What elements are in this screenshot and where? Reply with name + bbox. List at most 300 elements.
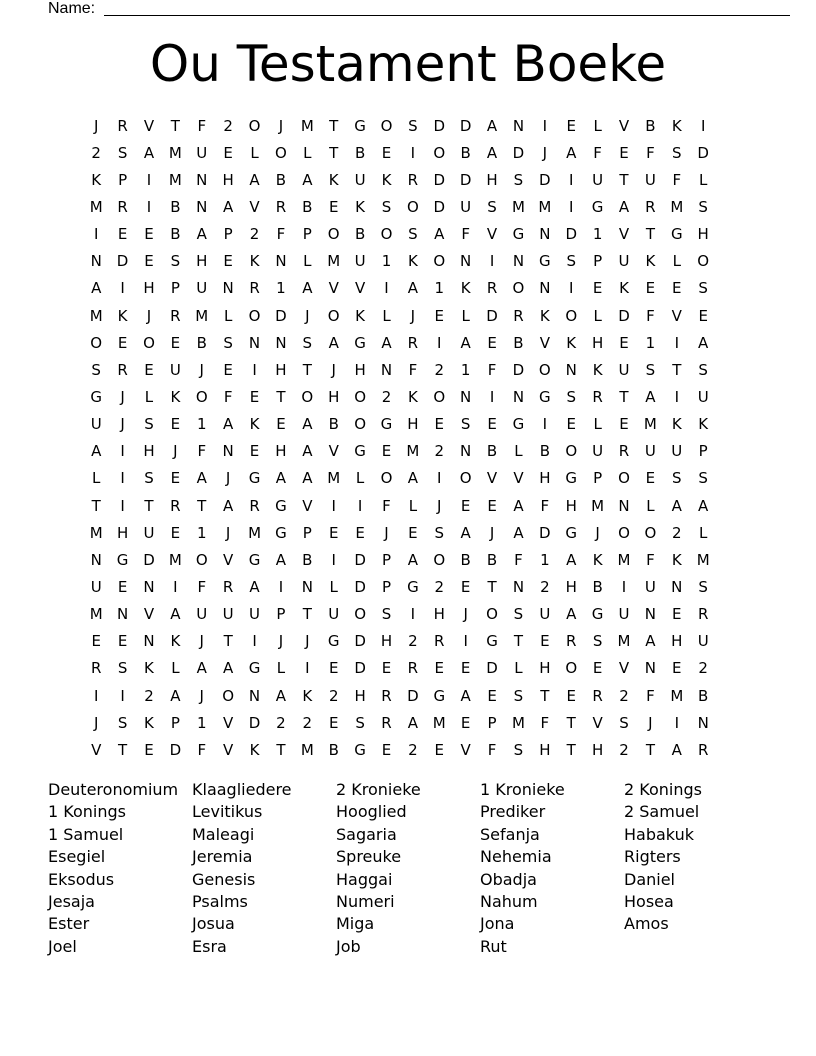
grid-letter: T [276,740,286,759]
grid-letter: E [249,442,260,461]
grid-letter: L [699,170,708,189]
grid-letter: K [592,550,603,569]
grid-letter: H [116,523,129,542]
grid-letter: B [460,143,471,162]
grid-letter: H [275,442,287,461]
word-list-item: Obadja [480,869,537,889]
grid-letter: B [302,550,313,569]
grid-letter: 1 [540,550,550,569]
grid-letter: A [91,442,102,461]
grid-letter: E [487,496,497,515]
grid-row [83,248,716,275]
grid-letter: O [248,306,261,325]
grid-letter: J [542,143,548,162]
grid-letter: M [670,197,684,216]
grid-row [83,302,716,329]
grid-letter: U [697,632,709,651]
grid-letter: R [117,360,128,379]
grid-letter: O [380,469,393,488]
grid-row [83,736,716,763]
grid-letter: A [302,415,313,434]
grid-letter: L [593,116,602,135]
grid-letter: E [566,116,576,135]
grid-row [83,383,716,410]
grid-letter: E [460,713,471,732]
grid-letter: O [565,659,578,678]
grid-letter: I [700,116,706,135]
grid-letter: N [248,333,261,352]
grid-letter: L [303,252,312,271]
grid-letter: S [144,469,154,488]
grid-letter: O [380,116,393,135]
grid-letter: B [302,197,313,216]
word-list-item: Psalms [192,892,248,912]
grid-letter: 2 [434,442,445,461]
grid-letter: G [354,333,366,352]
grid-letter: F [223,387,233,406]
grid-letter: R [697,605,709,624]
grid-letter: E [487,415,497,434]
grid-letter: M [617,550,631,569]
grid-letter: V [460,740,471,759]
grid-letter: U [644,442,656,461]
grid-letter: E [619,333,629,352]
grid-letter: S [117,713,128,732]
grid-letter: O [195,387,208,406]
grid-letter: M [248,523,262,542]
grid-letter: L [593,306,602,325]
grid-letter: U [671,442,683,461]
grid-letter: N [512,116,525,135]
grid-letter: J [278,116,284,135]
grid-letter: H [539,469,551,488]
grid-letter: 2 [619,740,629,759]
grid-letter: K [170,387,181,406]
grid-letter: A [143,143,155,162]
grid-letter: R [407,659,419,678]
word-list-item: 1 Samuel [48,824,124,844]
grid-letter: O [248,116,261,135]
word-list-item: Sefanja [480,824,540,844]
grid-letter: S [91,360,101,379]
grid-letter: L [461,306,470,325]
grid-letter: A [618,197,630,216]
grid-letter: E [117,225,128,244]
grid-letter: V [618,116,630,135]
grid-letter: U [143,523,155,542]
grid-letter: A [460,523,471,542]
grid-letter: G [327,632,340,651]
grid-letter: 2 [223,116,233,135]
grid-letter: 1 [196,415,207,434]
grid-letter: R [618,442,630,461]
grid-letter: I [305,659,310,678]
grid-letter: E [91,632,101,651]
grid-letter: R [434,632,445,651]
grid-letter: F [382,496,391,515]
grid-letter: E [619,143,629,162]
grid-letter: E [619,415,629,434]
grid-letter: S [117,659,128,678]
grid-letter: F [276,225,286,244]
grid-letter: E [434,306,445,325]
word-list-item: 1 Konings [48,802,126,822]
grid-letter: R [407,170,419,189]
grid-letter: D [169,740,182,759]
word-list-item: Eksodus [48,869,115,889]
grid-row [83,628,716,655]
grid-letter: P [302,225,312,244]
grid-letter: L [276,659,286,678]
grid-letter: E [117,632,128,651]
grid-letter: D [354,577,366,596]
grid-letter: A [275,469,287,488]
grid-letter: G [539,387,551,406]
grid-letter: J [199,632,204,651]
grid-letter: L [329,577,338,596]
grid-letter: H [275,360,287,379]
grid-letter: E [487,333,497,352]
grid-letter: E [144,225,154,244]
grid-letter: A [460,333,471,352]
grid-row [83,139,716,166]
grid-letter: D [512,143,525,162]
grid-letter: B [698,686,709,705]
grid-letter: B [486,442,498,461]
grid-letter: L [646,496,655,515]
grid-letter: B [196,333,207,352]
grid-letter: A [486,116,498,135]
grid-letter: P [381,577,392,596]
grid-letter: I [120,442,125,461]
grid-letter: K [355,197,366,216]
grid-letter: U [328,605,340,624]
grid-letter: A [223,659,234,678]
grid-letter: E [460,496,471,515]
grid-letter: U [222,605,234,624]
grid-letter: I [93,225,99,244]
grid-letter: A [275,686,287,705]
grid-letter: A [170,686,181,705]
grid-letter: P [170,713,180,732]
grid-letter: V [539,333,550,352]
grid-letter: G [248,550,261,569]
grid-letter: B [513,333,524,352]
grid-letter: U [460,197,472,216]
grid-letter: N [512,387,525,406]
grid-letter: S [592,632,603,651]
grid-letter: I [120,496,125,515]
grid-letter: N [143,632,155,651]
grid-letter: U [354,252,366,271]
grid-letter: H [591,333,604,352]
grid-letter: J [331,360,336,379]
grid-letter: N [697,713,709,732]
grid-letter: G [275,523,287,542]
grid-letter: P [170,279,180,298]
grid-letter: I [621,577,627,596]
grid-letter: M [327,252,341,271]
grid-letter: D [512,360,525,379]
grid-row [83,655,716,682]
grid-letter: B [170,197,181,216]
grid-letter: A [671,496,682,515]
grid-letter: M [168,550,182,569]
grid-letter: O [380,225,393,244]
grid-letter: U [196,143,208,162]
grid-letter: D [618,306,630,325]
grid-letter: A [302,442,313,461]
grid-letter: J [278,632,284,651]
grid-letter: I [569,279,574,298]
word-list-item: Rut [480,936,507,956]
grid-letter: O [459,469,472,488]
grid-letter: D [143,550,155,569]
grid-letter: D [433,197,446,216]
grid-letter: E [566,686,576,705]
grid-letter: G [354,116,366,135]
grid-letter: O [195,550,208,569]
grid-letter: S [513,605,524,624]
grid-letter: 2 [408,632,418,651]
grid-letter: N [222,279,234,298]
grid-letter: K [407,387,418,406]
grid-letter: T [144,496,154,515]
grid-letter: N [460,387,472,406]
grid-letter: G [512,415,525,434]
grid-letter: A [223,496,234,515]
grid-letter: U [618,252,630,271]
name-underline [104,15,790,16]
grid-letter: E [223,252,233,271]
grid-letter: F [646,306,655,325]
grid-letter: R [381,713,392,732]
grid-letter: E [170,415,181,434]
grid-letter: A [302,469,313,488]
grid-row [83,275,716,302]
grid-letter: 2 [540,577,550,596]
grid-letter: R [170,496,181,515]
grid-letter: K [381,170,392,189]
name-label: Name: [48,0,96,17]
grid-letter: P [593,469,603,488]
grid-letter: T [487,577,497,596]
grid-letter: R [697,740,709,759]
grid-letter: R [407,333,419,352]
grid-letter: I [542,116,548,135]
grid-letter: H [565,496,577,515]
grid-letter: H [565,577,577,596]
grid-letter: M [300,116,314,135]
grid-letter: H [539,740,551,759]
grid-letter: V [486,225,498,244]
grid-letter: G [116,550,129,569]
grid-letter: P [698,442,708,461]
grid-row [83,221,716,248]
grid-letter: G [433,686,446,705]
grid-letter: N [196,197,208,216]
word-list-item: Spreuke [336,847,402,867]
grid-letter: I [93,686,99,705]
grid-letter: N [565,360,577,379]
grid-row [83,546,716,573]
grid-letter: S [170,252,181,271]
grid-letter: R [381,686,392,705]
grid-row [83,438,716,465]
word-list-item: Amos [624,914,669,934]
grid-letter: E [328,713,339,732]
grid-letter: S [302,333,313,352]
grid-letter: K [355,306,366,325]
grid-letter: I [674,713,679,732]
grid-letter: F [646,686,655,705]
grid-letter: B [328,415,339,434]
grid-letter: O [618,523,630,542]
grid-row [83,682,716,709]
grid-letter: I [278,577,284,596]
grid-letter: D [116,252,129,271]
grid-letter: D [697,143,709,162]
grid-letter: O [565,306,578,325]
word-list-item: Jesaja [48,892,95,912]
grid-letter: O [618,469,630,488]
grid-letter: G [591,605,604,624]
grid-letter: U [644,577,656,596]
grid-letter: L [303,143,312,162]
grid-letter: S [355,713,365,732]
grid-letter: O [512,279,525,298]
grid-letter: H [671,632,683,651]
grid-letter: B [354,225,366,244]
grid-letter: S [381,197,392,216]
grid-letter: E [170,469,181,488]
word-list-column [192,779,336,958]
grid-letter: R [513,306,524,325]
grid-letter: K [249,415,260,434]
grid-letter: U [196,605,208,624]
grid-letter: K [566,333,577,352]
grid-letter: E [381,143,392,162]
grid-letter: L [408,496,418,515]
grid-letter: R [222,577,234,596]
grid-letter: D [486,306,498,325]
grid-letter: F [646,550,655,569]
grid-letter: E [645,469,656,488]
grid-letter: E [328,197,339,216]
grid-letter: B [354,143,366,162]
grid-letter: I [569,170,574,189]
grid-letter: I [331,496,336,515]
grid-letter: D [433,116,446,135]
grid-letter: N [618,496,630,515]
grid-letter: I [542,415,548,434]
name-field[interactable] [48,0,748,20]
grid-letter: V [223,550,234,569]
grid-letter: M [89,523,103,542]
grid-letter: T [170,116,180,135]
grid-letter: E [698,306,708,325]
grid-letter: D [565,225,577,244]
grid-row [83,193,716,220]
grid-letter: S [645,360,656,379]
grid-letter: V [671,306,682,325]
grid-letter: F [197,442,207,461]
grid-letter: O [90,333,103,352]
grid-letter: B [328,740,339,759]
grid-letter: I [120,279,125,298]
grid-letter: S [513,170,524,189]
grid-letter: E [672,279,682,298]
grid-letter: U [644,170,656,189]
grid-letter: I [410,143,416,162]
grid-letter: K [144,713,154,732]
grid-letter: J [305,632,310,651]
grid-letter: I [173,577,178,596]
grid-letter: A [223,197,234,216]
grid-letter: E [592,279,603,298]
grid-letter: L [144,387,154,406]
grid-letter: P [487,713,497,732]
grid-letter: I [252,360,257,379]
grid-letter: T [619,170,629,189]
grid-letter: P [223,225,233,244]
grid-letter: P [593,252,603,271]
grid-letter: J [120,387,125,406]
grid-row [83,519,716,546]
grid-letter: O [301,387,314,406]
grid-letter: A [698,333,709,352]
grid-letter: H [697,225,709,244]
grid-letter: O [433,550,446,569]
grid-letter: K [302,686,313,705]
grid-letter: R [170,306,181,325]
grid-letter: T [118,740,128,759]
grid-letter: F [461,225,470,244]
grid-letter: N [460,252,472,271]
grid-letter: K [91,170,102,189]
grid-letter: U [169,360,181,379]
grid-letter: E [223,360,233,379]
grid-letter: O [222,686,235,705]
grid-letter: A [381,333,392,352]
grid-letter: I [146,170,152,189]
word-list-item: 2 Kronieke [336,780,421,799]
grid-letter: A [196,225,207,244]
grid-letter: S [698,197,708,216]
grid-letter: U [618,360,630,379]
grid-letter: J [384,523,389,542]
grid-letter: G [670,225,683,244]
word-list-item: Nehemia [480,847,552,867]
grid-letter: O [406,197,419,216]
grid-letter: 2 [698,659,708,678]
grid-letter: D [275,306,287,325]
grid-letter: L [171,659,180,678]
grid-letter: N [512,252,525,271]
grid-letter: N [90,252,102,271]
grid-letter: H [196,252,208,271]
grid-letter: V [513,469,524,488]
grid-letter: M [591,496,605,515]
grid-letter: K [249,740,260,759]
grid-letter: N [539,279,551,298]
grid-letter: U [592,442,604,461]
grid-letter: M [89,605,103,624]
word-list-item: 2 Samuel [624,802,700,822]
grid-letter: I [357,496,363,515]
grid-letter: E [381,442,392,461]
grid-letter: I [146,197,152,216]
